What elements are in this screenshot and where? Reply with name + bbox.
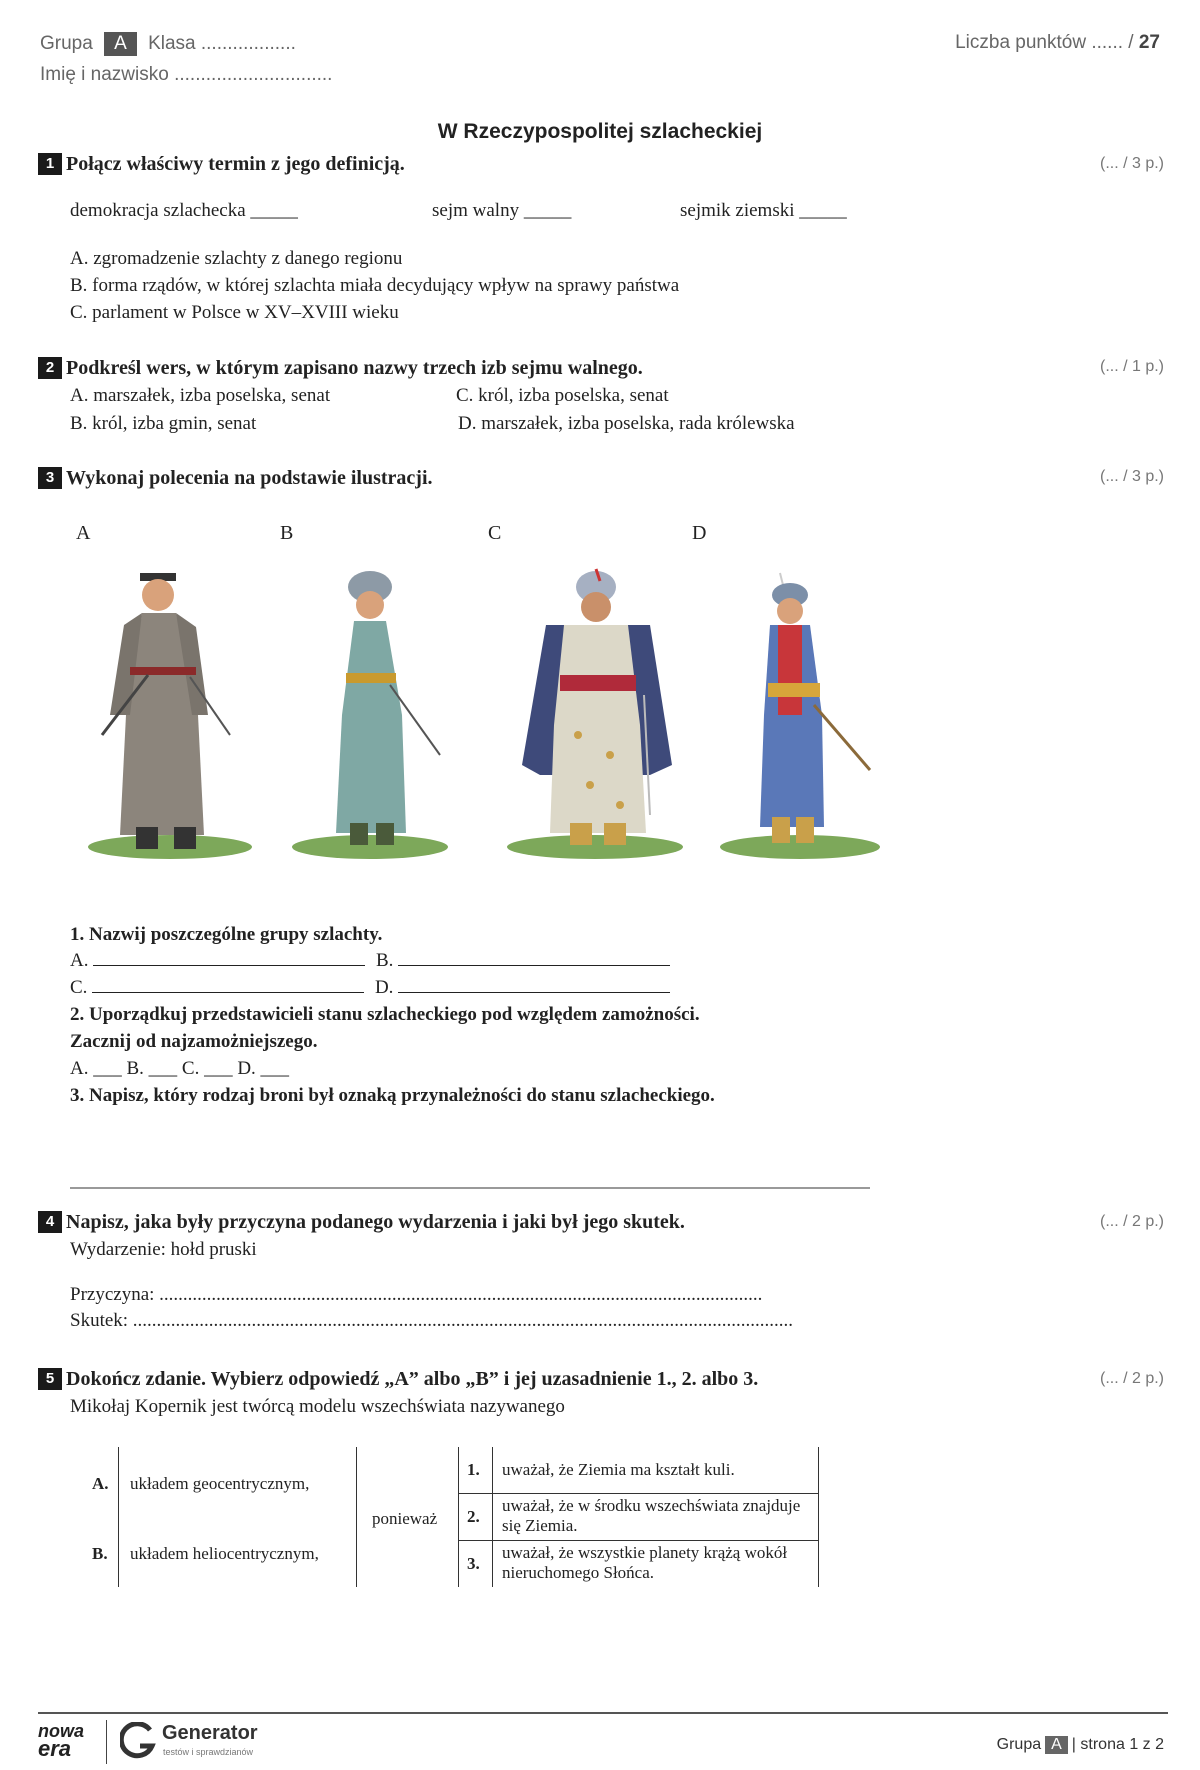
q1-term-1: demokracja szlachecka _____ <box>70 200 298 221</box>
q4-text: Napisz, jaka były przyczyna podanego wydarzenia i jaki był jego skutek. <box>66 1211 685 1233</box>
figure-label-c: C <box>488 522 502 544</box>
name-field: Imię i nazwisko .............................. <box>40 64 333 85</box>
figure-label-b: B <box>280 522 294 544</box>
answer-line-d[interactable] <box>398 992 670 993</box>
q2-option-b: B. król, izba gmin, senat <box>70 413 257 434</box>
answer-label-d: D. <box>374 977 394 998</box>
q5-reason-1[interactable]: uważał, że Ziemia ma kształt kuli. <box>502 1460 735 1479</box>
footer-group-badge: A <box>1045 1736 1068 1754</box>
q4-event: Wydarzenie: hołd pruski <box>70 1239 257 1260</box>
q4-points: (... / 2 p.) <box>1099 1213 1164 1230</box>
q2-heading <box>38 357 643 380</box>
q1-term-3: sejmik ziemski _____ <box>680 200 847 221</box>
q5-reason-2-key[interactable]: 2. <box>467 1507 480 1526</box>
q3-task-1-answer-cd <box>70 977 670 999</box>
answer-label-a: A. <box>70 950 89 971</box>
q1-heading <box>38 153 405 176</box>
q4-effect-field[interactable]: Skutek: ........................................................................................................................................... <box>70 1310 794 1331</box>
q1-def-c: C. parlament w Polsce w XV–XVIII wieku <box>70 302 399 323</box>
answer-line-c[interactable] <box>92 992 364 993</box>
points-total: 27 <box>1138 32 1160 53</box>
q2-option-c: C. król, izba poselska, senat <box>456 385 669 406</box>
figure-label-d: D <box>692 522 707 544</box>
answer-label-b: B. <box>375 950 394 971</box>
q1-number: 1 <box>38 153 62 175</box>
figure-label-a: A <box>76 522 91 544</box>
q2-text: Podkreśl wers, w którym zapisano nazwy trzech izb sejmu walnego. <box>66 357 643 379</box>
footer-group-label: Grupa <box>996 1736 1042 1753</box>
answer-line-a[interactable] <box>93 965 365 966</box>
q5-option-a[interactable]: układem geocentrycznym, <box>130 1474 310 1493</box>
q2-points: (... / 1 p.) <box>1099 358 1164 375</box>
q3-task-2-answer[interactable]: A. ___ B. ___ C. ___ D. ___ <box>70 1058 290 1079</box>
q5-reason-1-key[interactable]: 1. <box>467 1460 480 1479</box>
q5-text: Dokończ zdanie. Wybierz odpowiedź „A” albo „B” i jej uzasadnienie 1., 2. albo 3. <box>66 1368 759 1390</box>
points-label: Liczba punktów ...... / <box>955 32 1134 53</box>
noble-illustration-d <box>710 565 890 865</box>
page-title: W Rzeczypospolitej szlacheckiej <box>437 120 763 143</box>
q3-answer-divider[interactable] <box>70 1187 870 1189</box>
class-label: Klasa .................. <box>148 33 296 54</box>
q5-choice-table <box>80 1447 820 1587</box>
q1-text: Połącz właściwy termin z jego definicją. <box>66 153 405 175</box>
q5-stem: Mikołaj Kopernik jest twórcą modelu wszechświata nazywanego <box>70 1396 565 1417</box>
q4-number: 4 <box>38 1211 62 1233</box>
q3-task-3: 3. Napisz, który rodzaj broni był oznaką przynależności do stanu szlacheckiego. <box>70 1085 715 1106</box>
footer-logo-separator <box>106 1720 107 1764</box>
q3-task-2-line2: Zacznij od najzamożniejszego. <box>70 1031 318 1052</box>
q3-heading <box>38 467 433 490</box>
q5-reason-2[interactable]: uważał, że w środku wszechświata znajduje się Ziemia. <box>502 1496 801 1535</box>
q5-option-b[interactable]: układem heliocentrycznym, <box>130 1544 319 1563</box>
q5-number: 5 <box>38 1368 62 1390</box>
q2-option-a: A. marszałek, izba poselska, senat <box>70 385 331 406</box>
q1-term-2: sejm walny _____ <box>432 200 572 221</box>
q5-because: ponieważ <box>372 1509 438 1528</box>
q5-points: (... / 2 p.) <box>1099 1370 1164 1387</box>
noble-illustration-a <box>80 565 260 865</box>
footer-divider <box>38 1712 1168 1714</box>
q3-task-1: 1. Nazwij poszczególne grupy szlachty. <box>70 924 383 945</box>
group-label: Grupa <box>40 33 93 54</box>
q5-heading <box>38 1368 758 1391</box>
q5-reason-3-key[interactable]: 3. <box>467 1554 480 1573</box>
footer-page-number: | strona 1 z 2 <box>1071 1736 1164 1753</box>
generator-logo-subtext: testów i sprawdzianów <box>163 1747 254 1757</box>
q2-option-d: D. marszałek, izba poselska, rada królewska <box>458 413 795 434</box>
q3-text: Wykonaj polecenia na podstawie ilustracji. <box>66 467 433 489</box>
q4-cause-field[interactable]: Przyczyna: ............................................................................................................................... <box>70 1284 763 1305</box>
q1-def-a: A. zgromadzenie szlachty z danego regionu <box>70 248 403 269</box>
q2-number: 2 <box>38 357 62 379</box>
generator-g-icon <box>120 1722 156 1762</box>
footer-page-info <box>997 1736 1164 1754</box>
q5-option-a-key[interactable]: A. <box>92 1474 109 1493</box>
q3-task-1-answer-ab <box>70 950 670 972</box>
q5-reason-3[interactable]: uważał, że wszystkie planety krążą wokół nieruchomego Słońca. <box>502 1543 788 1582</box>
logo-era: era <box>38 1736 72 1761</box>
q1-points: (... / 3 p.) <box>1099 155 1164 172</box>
logo-nowa: nowa <box>38 1721 85 1741</box>
noble-illustration-c <box>500 565 690 865</box>
generator-logo-text: Generator <box>162 1722 258 1744</box>
nowa-era-logo <box>38 1721 98 1761</box>
points-total-row <box>955 32 1160 54</box>
answer-label-c: C. <box>70 977 88 998</box>
header-group-row <box>40 32 296 56</box>
noble-illustration-b <box>290 565 460 865</box>
q5-option-b-key[interactable]: B. <box>92 1544 108 1563</box>
q3-number: 3 <box>38 467 62 489</box>
q3-task-2-line1: 2. Uporządkuj przedstawicieli stanu szlacheckiego pod względem zamożności. <box>70 1004 700 1025</box>
group-badge: A <box>104 32 137 56</box>
answer-line-b[interactable] <box>398 965 670 966</box>
q3-points: (... / 3 p.) <box>1099 468 1164 485</box>
q1-def-b: B. forma rządów, w której szlachta miała decydujący wpływ na sprawy państwa <box>70 275 680 296</box>
q4-heading <box>38 1211 685 1234</box>
